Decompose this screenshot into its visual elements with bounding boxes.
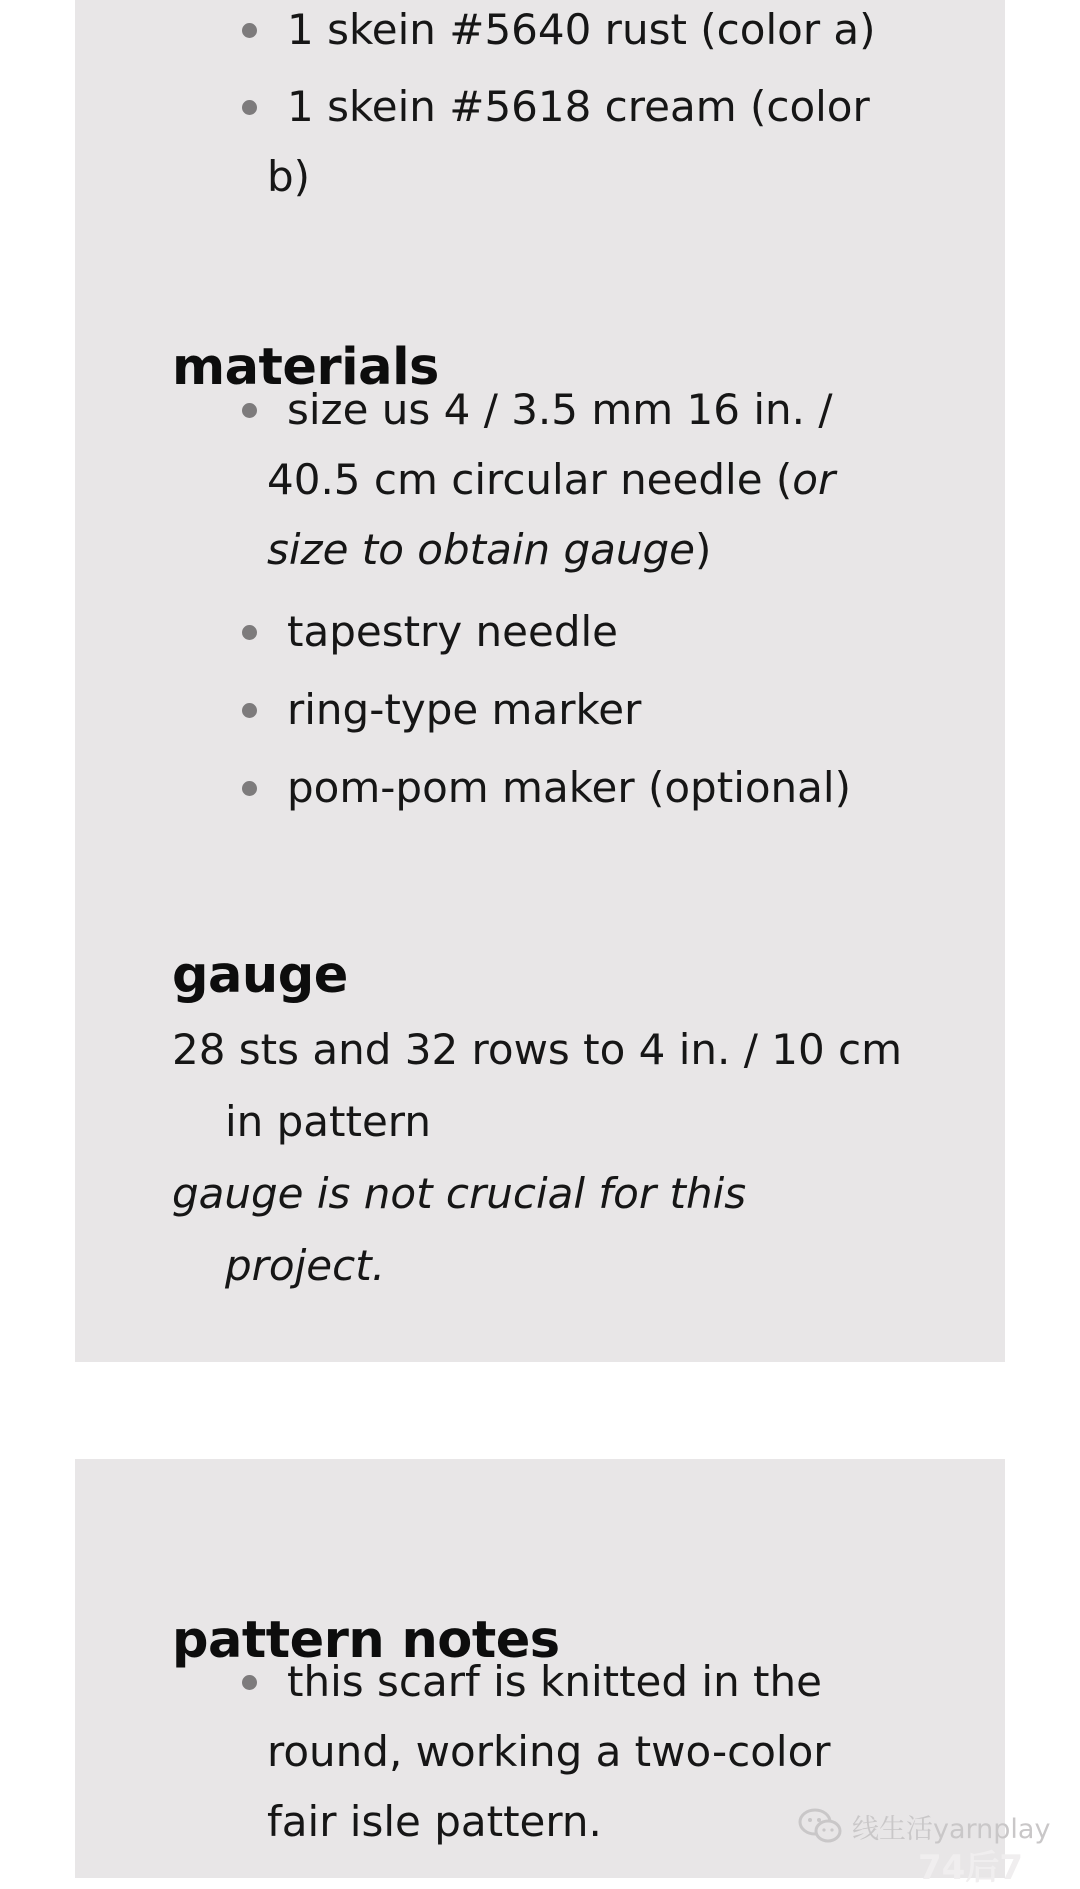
list-item-text: size us 4 / 3.5 mm 16 in. / 40.5 cm circular needle (or size to obtain gauge): [267, 385, 836, 574]
bullet-icon: [242, 625, 257, 640]
bullet-icon: [242, 703, 257, 718]
gauge-heading: gauge: [172, 946, 348, 1006]
watermark-overlay: 74后7: [918, 1848, 1023, 1888]
pattern-notes-heading: pattern notes: [172, 1611, 560, 1671]
materials-heading: materials: [172, 338, 439, 398]
list-item: [267, 72, 907, 212]
list-item-text: ring-type marker: [287, 685, 642, 734]
list-item: [267, 753, 907, 823]
list-item: [267, 597, 907, 667]
watermark-text: 线生活yarnplay: [852, 1813, 1051, 1845]
list-item-text: tapestry needle: [287, 607, 618, 656]
list-item: [267, 375, 907, 585]
gauge-text: 28 sts and 32 rows to 4 in. / 10 cm in pattern: [172, 1025, 903, 1146]
list-item-text: this scarf is knitted in the round, working a two-color fair isle pattern.: [267, 1657, 831, 1846]
bullet-icon: [242, 100, 257, 115]
list-item-text: 1 skein #5640 rust (color a): [287, 5, 876, 54]
bullet-icon: [242, 1675, 257, 1690]
wechat-icon: [798, 1807, 844, 1845]
bullet-icon: [242, 403, 257, 418]
bullet-icon: [242, 23, 257, 38]
list-item: [267, 0, 907, 65]
bullet-icon: [242, 781, 257, 796]
gauge-note: gauge is not crucial for this project.: [172, 1169, 747, 1290]
list-item-text: pom-pom maker (optional): [287, 763, 851, 812]
list-item-text: 1 skein #5618 cream (color b): [267, 82, 870, 201]
list-item: [267, 675, 907, 745]
